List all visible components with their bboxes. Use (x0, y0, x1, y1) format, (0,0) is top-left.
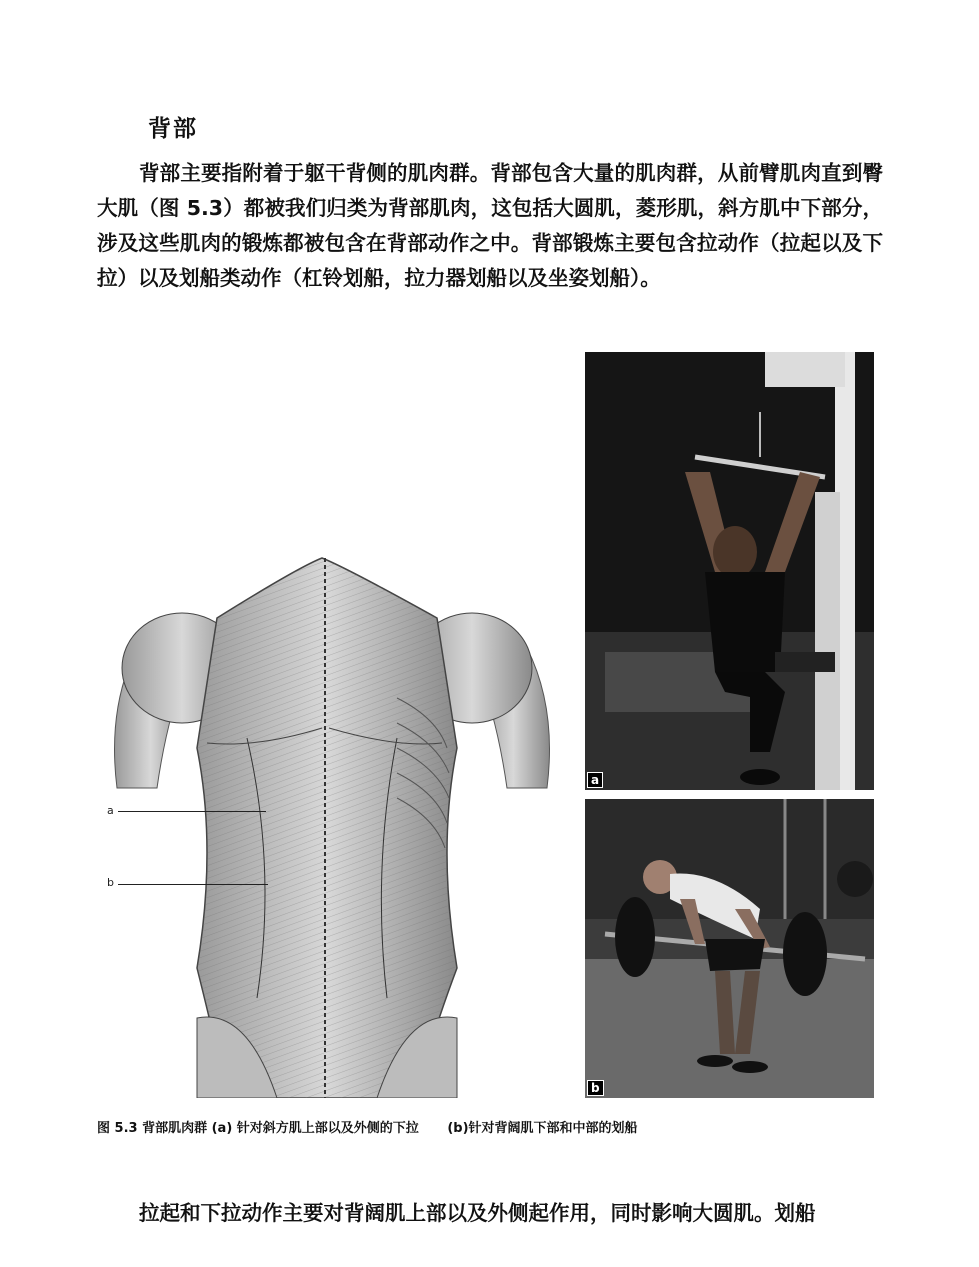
callout-a-label: a (107, 804, 114, 817)
caption-part-2: (b)针对背阔肌下部和中部的划船 (447, 1121, 638, 1136)
callout-a-line (118, 811, 266, 812)
lat-pulldown-photo (585, 352, 874, 790)
barbell-row-photo (585, 799, 874, 1098)
callout-b-label: b (107, 876, 114, 889)
caption-part-1: 图 5.3 背部肌肉群 (a) 针对斜方肌上部以及外侧的下拉 (97, 1121, 419, 1136)
body-paragraph-1: 背部主要指附着于躯干背侧的肌肉群。背部包含大量的肌肉群，从前臂肌肉直到臀大肌（图 5.3）都被我们归类为背部肌肉，这包括大圆肌，菱形肌，斜方肌中下部分，涉及这些肌肉的锻炼都被包含在背部动作之中。背部锻炼主要包含拉动作（拉起以及下拉）以及划船类动作（杠铃划船，拉力器划船以及坐姿划船）。 (97, 161, 883, 290)
photo-a-label: a (587, 772, 603, 788)
back-muscles-illustration (97, 548, 567, 1098)
section-heading: 背部 (148, 115, 198, 142)
photo-b-label: b (587, 1080, 604, 1096)
callout-b-line (118, 884, 268, 885)
figure-caption (97, 1117, 662, 1136)
body-paragraph-2: 拉起和下拉动作主要对背阔肌上部以及外侧起作用，同时影响大圆肌。划船 (139, 1201, 816, 1225)
